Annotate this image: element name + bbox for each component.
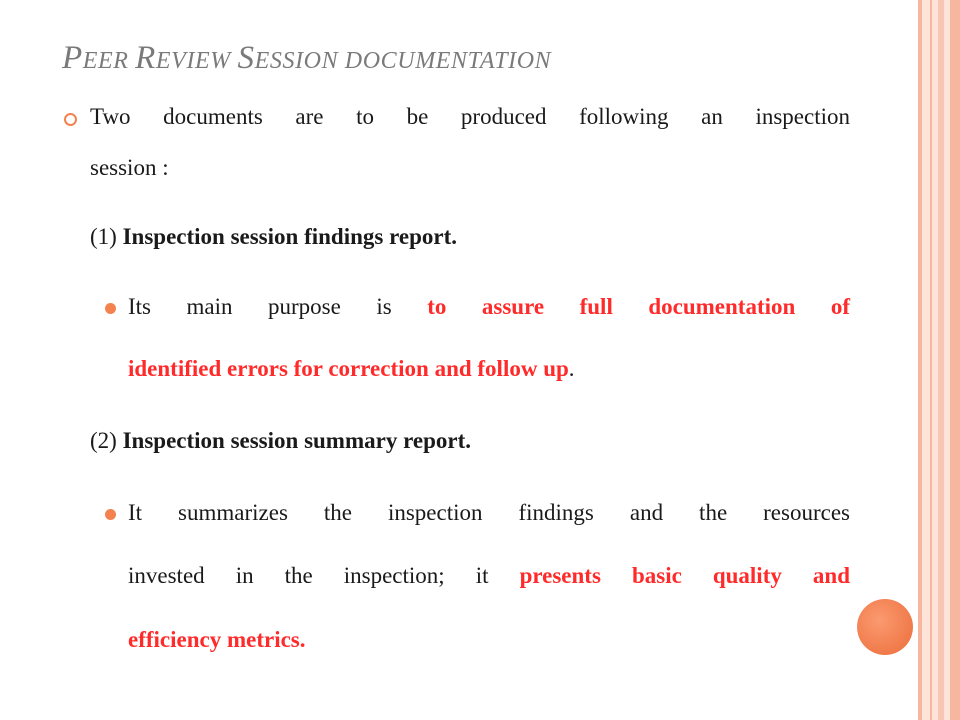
decorative-orange-circle xyxy=(857,599,913,655)
item-2-heading: (2) Inspection session summary report. xyxy=(90,428,471,453)
bullet-2-line-1: It summarizes the inspection findings and the resources xyxy=(128,500,850,525)
bullet-dot-icon xyxy=(105,303,116,314)
bullet-2-line-3: efficiency metrics. xyxy=(128,627,306,652)
bullet-ring-icon xyxy=(64,113,77,126)
bullet-dot-icon xyxy=(105,509,116,520)
bullet-1-line-2: identified errors for correction and follow up. xyxy=(128,356,575,381)
stripe xyxy=(950,0,960,720)
bullet-2-line-2: invested in the inspection; it presents basic quality and xyxy=(128,563,850,588)
stripe xyxy=(922,0,930,720)
bullet-1-line-1: Its main purpose is to assure full documentation of xyxy=(128,294,850,319)
item-1-heading: (1) Inspection session findings report. xyxy=(90,224,457,249)
right-edge-stripes xyxy=(918,0,960,720)
intro-line-1: Two documents are to be produced following an inspection xyxy=(90,104,850,129)
intro-line-2: session : xyxy=(90,155,169,180)
slide-title: PEER REVIEW SESSION DOCUMENTATION xyxy=(62,40,552,76)
